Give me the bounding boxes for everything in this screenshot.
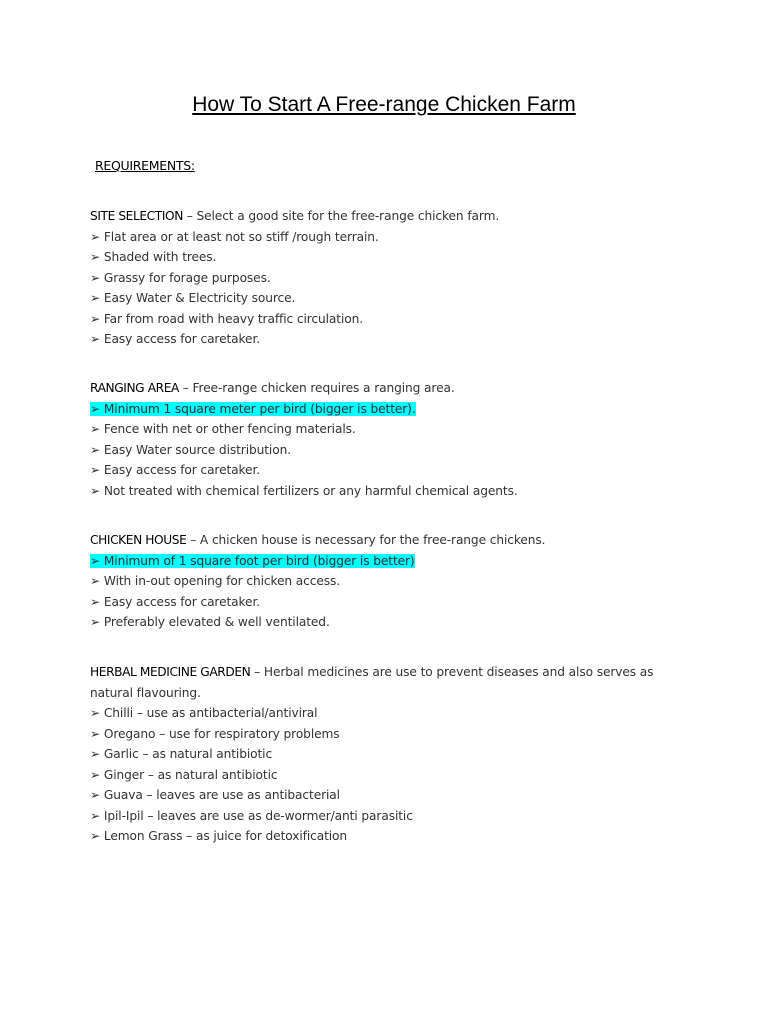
list-item xyxy=(90,247,690,268)
list-item-text: ➢ Easy access for caretaker. xyxy=(90,332,261,346)
section-description: – Free-range chicken requires a ranging area. xyxy=(178,381,455,395)
list-item xyxy=(90,826,690,847)
list-item xyxy=(90,460,690,481)
list-item xyxy=(90,440,690,461)
list-item xyxy=(90,612,690,633)
list-item-text: ➢ Easy access for caretaker. xyxy=(90,463,261,477)
section-heading: RANGING AREA xyxy=(90,381,179,395)
section-heading: CHICKEN HOUSE xyxy=(90,533,187,547)
list-item-text: ➢ Lemon Grass – as juice for detoxification xyxy=(90,829,348,843)
list-item-text: ➢ Far from road with heavy traffic circulation. xyxy=(90,311,363,326)
section-heading-line xyxy=(90,378,690,399)
section-herbal-medicine-garden xyxy=(90,662,690,847)
list-item-text: ➢ Garlic – as natural antibiotic xyxy=(90,747,273,761)
list-item xyxy=(90,288,690,309)
list-item-text: ➢ Ginger – as natural antibiotic xyxy=(90,767,278,782)
list-item xyxy=(90,551,690,572)
section-heading: HERBAL MEDICINE GARDEN xyxy=(90,665,251,679)
highlighted-list-item-text: ➢ Minimum of 1 square foot per bird (bigger is better) xyxy=(90,553,415,568)
list-item xyxy=(90,806,690,827)
list-item-text: ➢ Guava – leaves are use as antibacterial xyxy=(90,788,340,802)
section-chicken-house xyxy=(90,530,690,633)
section-heading-line xyxy=(90,662,690,703)
list-item xyxy=(90,744,690,765)
list-item xyxy=(90,481,690,502)
document-title: How To Start A Free-range Chicken Farm xyxy=(192,93,576,116)
section-description: – A chicken house is necessary for the free-range chickens. xyxy=(186,533,546,547)
list-item xyxy=(90,785,690,806)
list-item xyxy=(90,227,690,248)
list-item-text: ➢ Oregano – use for respiratory problems xyxy=(90,726,340,741)
section-heading-line xyxy=(90,206,690,227)
list-item-text: ➢ Easy Water source distribution. xyxy=(90,442,291,457)
highlighted-list-item-text: ➢ Minimum 1 square meter per bird (bigger is better). xyxy=(90,401,416,416)
section-description: – Herbal medicines are use to prevent diseases and also serves as natural flavouring. xyxy=(90,665,654,700)
section-site-selection xyxy=(90,206,690,350)
list-item-text: ➢ Flat area or at least not so stiff /rough terrain. xyxy=(90,229,379,244)
list-item-text: ➢ Fence with net or other fencing materials. xyxy=(90,422,356,436)
list-item xyxy=(90,419,690,440)
list-item-text: ➢ Not treated with chemical fertilizers or any harmful chemical agents. xyxy=(90,483,518,498)
list-item xyxy=(90,703,690,724)
list-item-text: ➢ Shaded with trees. xyxy=(90,250,217,264)
list-item xyxy=(90,571,690,592)
list-item-text: ➢ Chilli – use as antibacterial/antiviral xyxy=(90,706,318,720)
list-item xyxy=(90,268,690,289)
section-description: – Select a good site for the free-range chicken farm. xyxy=(182,209,500,223)
list-item xyxy=(90,765,690,786)
list-item-text: ➢ Easy access for caretaker. xyxy=(90,594,261,609)
list-item-text: ➢ Preferably elevated & well ventilated. xyxy=(90,615,330,629)
list-item xyxy=(90,309,690,330)
requirements-label: REQUIREMENTS: xyxy=(95,158,195,173)
section-heading-line xyxy=(90,530,690,551)
list-item xyxy=(90,399,690,420)
list-item xyxy=(90,724,690,745)
list-item xyxy=(90,329,690,350)
list-item xyxy=(90,592,690,613)
list-item-text: ➢ With in-out opening for chicken access. xyxy=(90,574,341,588)
section-heading: SITE SELECTION xyxy=(90,209,183,223)
list-item-text: ➢ Ipil-Ipil – leaves are use as de-wormer/anti parasitic xyxy=(90,808,413,823)
list-item-text: ➢ Grassy for forage purposes. xyxy=(90,270,271,285)
list-item-text: ➢ Easy Water & Electricity source. xyxy=(90,291,296,305)
section-ranging-area xyxy=(90,378,690,501)
